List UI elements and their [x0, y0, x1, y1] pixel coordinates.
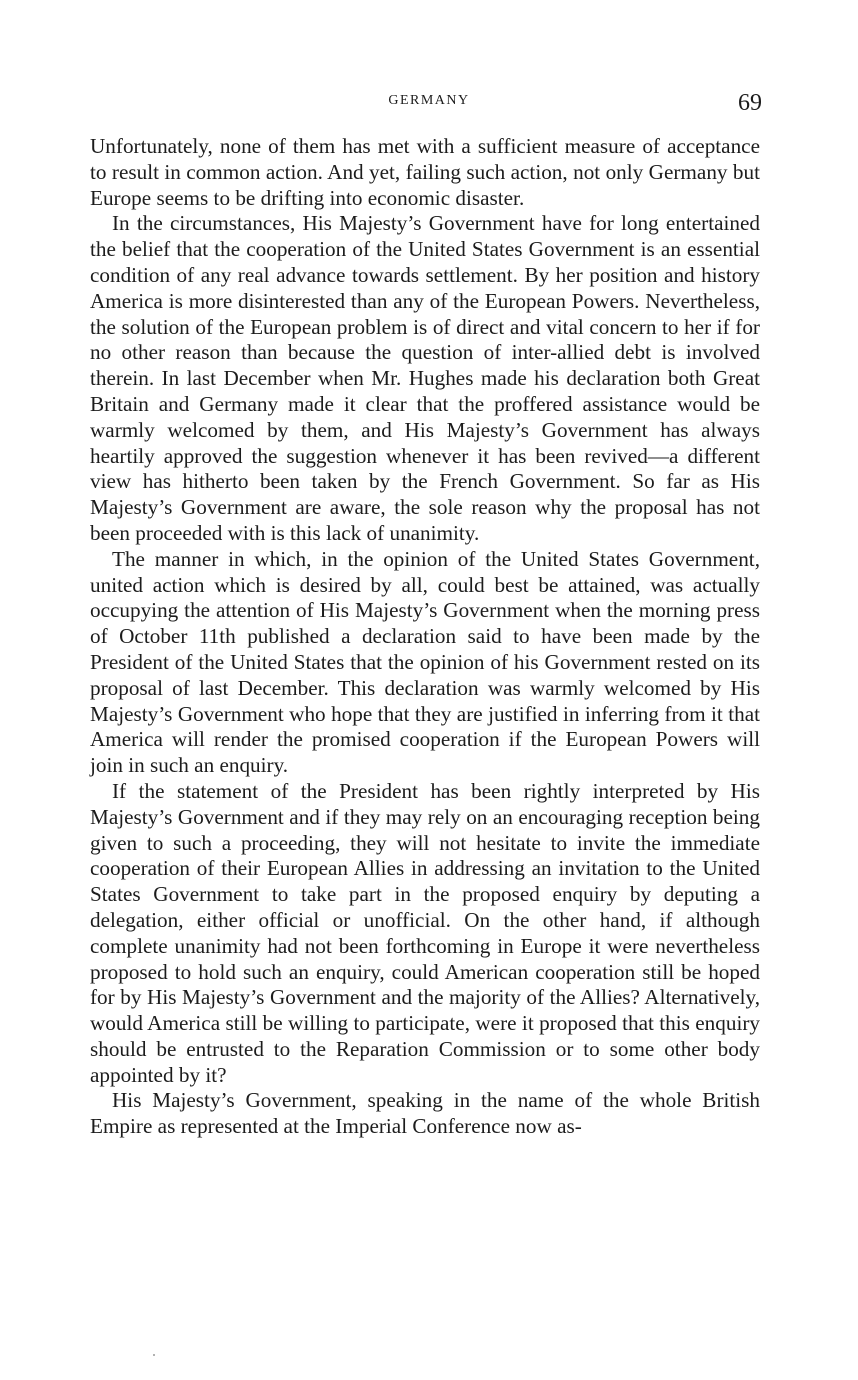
paragraph: The manner in which, in the opinion of the United States Government, united action which is desired by all, could best be attained, was actually occupying the attention of His Majesty’s Government when the morning press of October 11th published a declaration said to have been made by the President of the United States that the opinion of his Government rested on its proposal of last December. This declaration was warmly welcomed by His Majesty’s Government who hope that they are justified in inferring from it that America will render the promised cooperation if the European Powers will join in such an enquiry. [90, 546, 760, 778]
body-text [90, 134, 760, 1140]
running-header [0, 90, 858, 118]
paragraph: If the statement of the President has been rightly interpreted by His Majesty’s Government and if they may rely on an encouraging reception being given to such a proceeding, they will not hesitate to invite the immediate cooperation of their European Allies in addressing an invitation to the United States Government to take part in the proposed enquiry by deputing a delegation, either official or unofficial. On the other hand, if although complete unanimity had not been forthcoming in Europe it were nevertheless proposed to hold such an enquiry, could American cooperation still be hoped for by His Majesty’s Government and the majority of the Allies? Alternatively, would America still be willing to participate, were it proposed that this enquiry should be entrusted to the Reparation Commission or to some other body appointed by it? [90, 778, 760, 1087]
running-title: GERMANY [388, 93, 470, 108]
scan-speck [153, 1354, 155, 1356]
paragraph: His Majesty’s Government, speaking in the name of the whole British Empire as represented at the Imperial Conference now as- [90, 1088, 760, 1139]
page-number: 69 [738, 90, 762, 116]
paragraph: In the circumstances, His Majesty’s Government have for long entertained the belief that the cooperation of the United States Government is an essential condition of any real advance towards settlement. By her position and history America is more disinterested than any of the European Powers. Nevertheless, the solution of the European problem is of direct and vital concern to her if for no other reason than because the question of inter-allied debt is involved therein. In last December when Mr. Hughes made his declaration both Great Britain and Germany made it clear that the proffered assistance would be warmly welcomed by them, and His Majesty’s Government has always heartily approved the suggestion whenever it has been revived—a different view has hitherto been taken by the French Government. So far as His Majesty’s Government are aware, the sole reason why the proposal has not been proceeded with is this lack of unanimity. [90, 211, 760, 545]
paragraph: Unfortunately, none of them has met with a sufficient measure of acceptance to result in common action. And yet, failing such action, not only Germany but Europe seems to be drifting into economic disaster. [90, 134, 760, 210]
